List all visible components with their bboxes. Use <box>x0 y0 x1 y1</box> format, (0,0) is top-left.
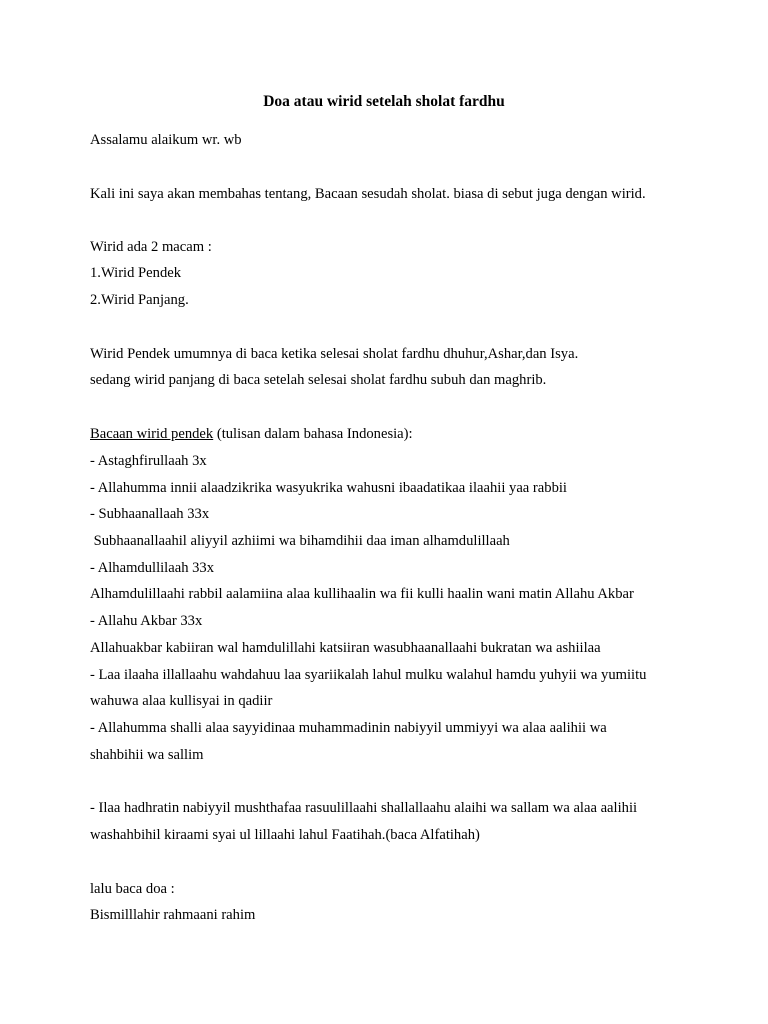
doa-heading: lalu baca doa : <box>90 881 175 897</box>
wirid-line: Allahuakbar kabiiran wal hamdulillahi katsiiran wasubhaanallaahi bukratan wa ashiilaa <box>90 640 601 656</box>
section-heading-rest: (tulisan dalam bahasa Indonesia): <box>213 426 413 442</box>
intro-paragraph: Kali ini saya akan membahas tentang, Bacaan sesudah sholat. biasa di sebut juga dengan wirid. <box>90 186 646 202</box>
wirid-line: - Alhamdullilaah 33x <box>90 560 215 576</box>
wirid-line: shahbihii wa sallim <box>90 747 204 763</box>
wirid-type-1: 1.Wirid Pendek <box>90 265 182 281</box>
wirid-line: - Astaghfirullaah 3x <box>90 453 207 469</box>
wirid-types-heading: Wirid ada 2 macam : <box>90 239 212 255</box>
wirid-type-2: 2.Wirid Panjang. <box>90 292 189 308</box>
wirid-line: - Laa ilaaha illallaahu wahdahuu laa syariikalah lahul mulku walahul hamdu yuhyii wa yumiitu <box>90 667 647 683</box>
ilaa-line-2: washahbihil kiraami syai ul lillaahi lahul Faatihah.(baca Alfatihah) <box>90 827 480 843</box>
document-title: Doa atau wirid setelah sholat fardhu <box>263 93 505 110</box>
wirid-line: - Allahumma shalli alaa sayyidinaa muhammadinin nabiyyil ummiyyi wa alaa aalihii wa <box>90 720 607 736</box>
usage-line-1: Wirid Pendek umumnya di baca ketika selesai sholat fardhu dhuhur,Ashar,dan Isya. <box>90 346 579 362</box>
usage-line-2: sedang wirid panjang di baca setelah selesai sholat fardhu subuh dan maghrib. <box>90 372 547 388</box>
wirid-line: - Allahu Akbar 33x <box>90 613 203 629</box>
bismillah-line: Bismilllahir rahmaani rahim <box>90 907 256 923</box>
section-heading <box>90 424 413 444</box>
section-heading-underlined: Bacaan wirid pendek <box>90 426 214 442</box>
wirid-line: Alhamdulillaahi rabbil aalamiina alaa kullihaalin wa fii kulli haalin wani matin Allahu Akbar <box>90 586 634 602</box>
wirid-line: - Allahumma innii alaadzikrika wasyukrika wahusni ibaadatikaa ilaahii yaa rabbii <box>90 480 567 496</box>
ilaa-line-1: - Ilaa hadhratin nabiyyil mushthafaa rasuulillaahi shallallaahu alaihi wa sallam wa alaa aalihii <box>90 800 638 816</box>
wirid-line: wahuwa alaa kullisyai in qadiir <box>90 693 273 709</box>
greeting-text: Assalamu alaikum wr. wb <box>90 132 242 148</box>
wirid-line: Subhaanallaahil aliyyil azhiimi wa bihamdihii daa iman alhamdulillaah <box>90 533 510 549</box>
wirid-line: - Subhaanallaah 33x <box>90 506 210 522</box>
